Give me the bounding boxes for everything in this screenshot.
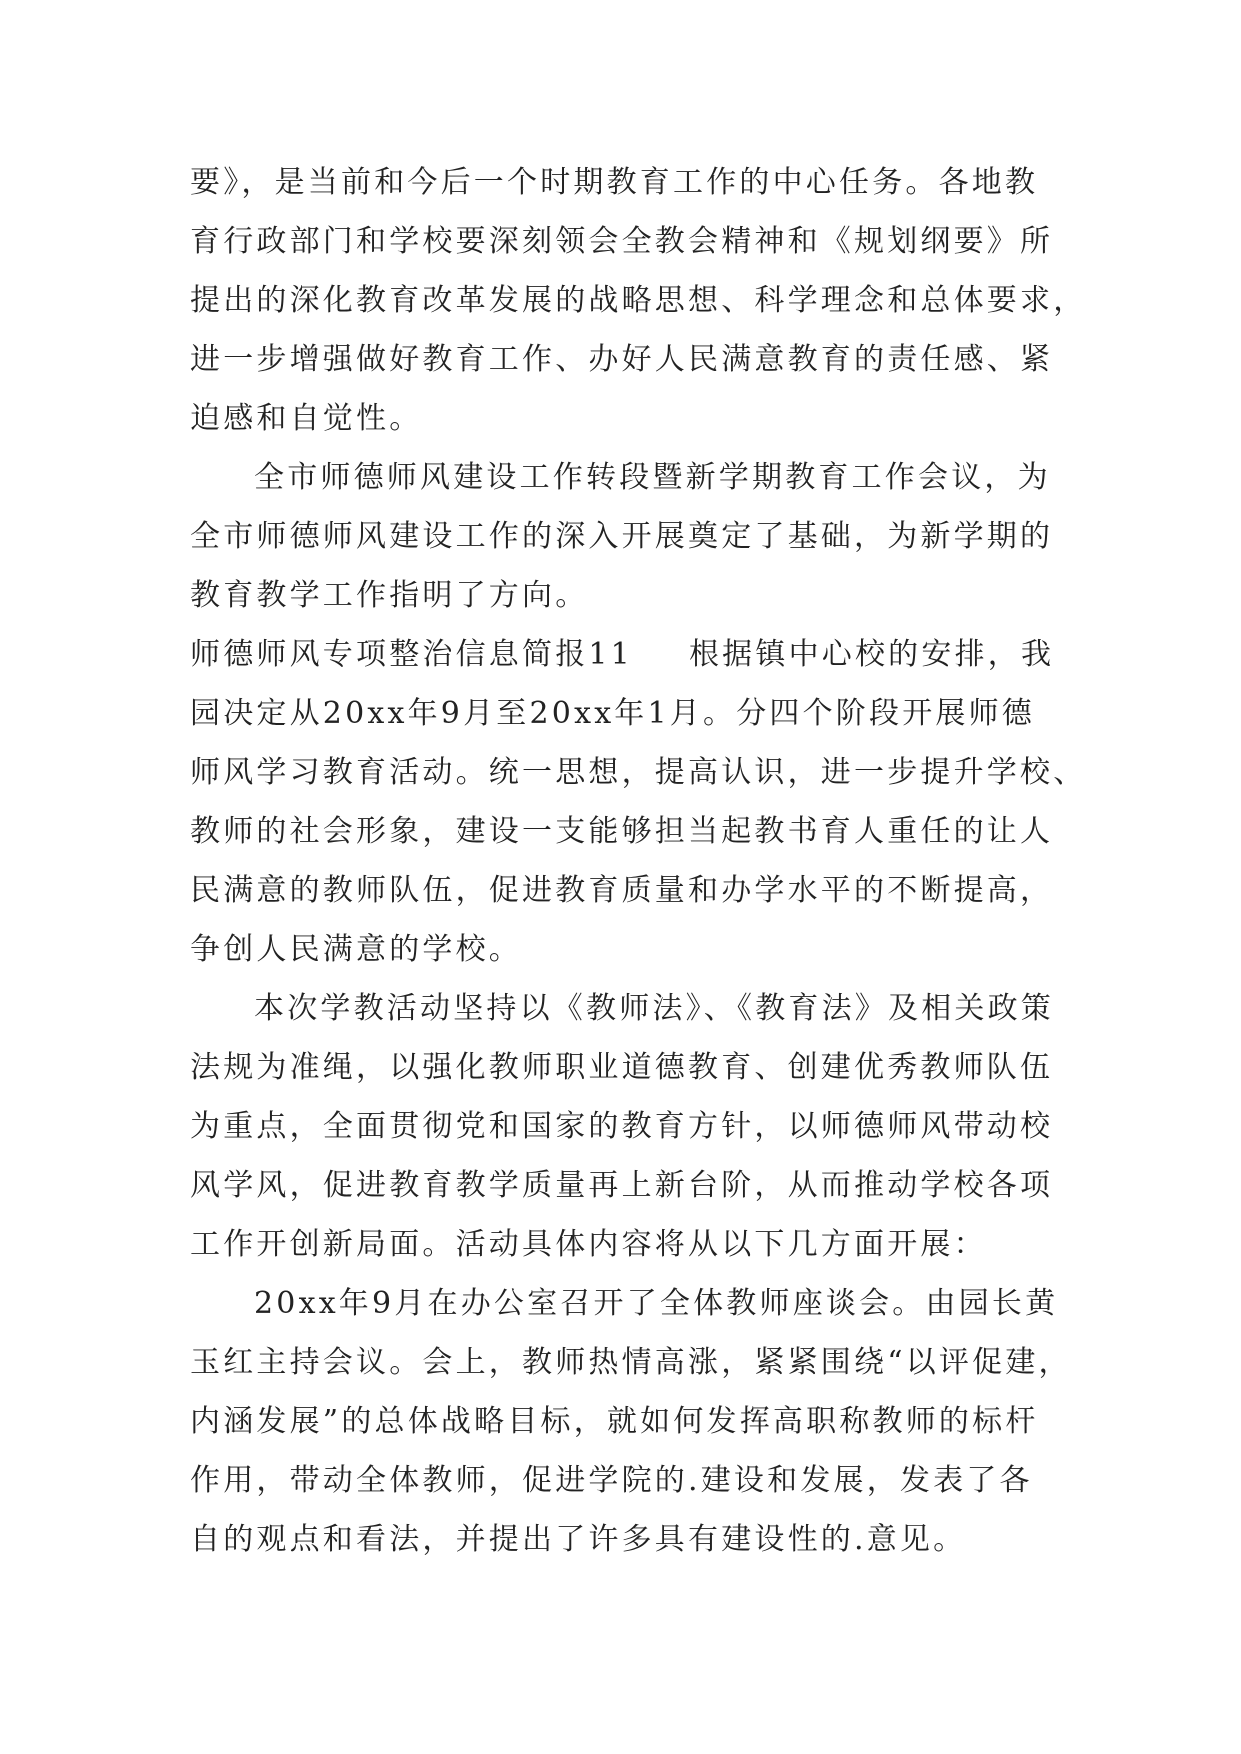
text-line: 教育教学工作指明了方向。 (190, 578, 589, 613)
text-line: 内涵发展”的总体战略目标，就如何发挥高职称教师的标杆 (190, 1404, 1039, 1439)
paragraph-start-line: 全市师德师风建设工作转段暨新学期教育工作会议，为 (254, 460, 1051, 495)
heading-trailing-text: 根据镇中心校的安排，我 (688, 637, 1055, 672)
text-line: 提出的深化教育改革发展的战略思想、科学理念和总体要求， (190, 283, 1087, 318)
text-line: 师风学习教育活动。统一思想，提高认识，进一步提升学校、 (190, 755, 1087, 790)
document-body (190, 161, 1087, 1577)
text-line: 民满意的教师队伍，促进教育质量和办学水平的不断提高， (190, 873, 1054, 908)
text-line: 要》，是当前和今后一个时期教育工作的中心任务。各地教 (190, 165, 1039, 200)
text-line: 为重点，全面贯彻党和国家的教育方针，以师德师风带动校 (190, 1109, 1054, 1144)
text-line: 自的观点和看法，并提出了许多具有建设性的.意见。 (190, 1522, 967, 1557)
text-line: 作用，带动全体教师，促进学院的.建设和发展，发表了各 (190, 1463, 1033, 1498)
text-line: 工作开创新局面。活动具体内容将从以下几方面开展： (190, 1227, 987, 1262)
paragraph-start-line: 本次学教活动坚持以《教师法》、《教育法》及相关政策 (254, 991, 1054, 1026)
text-line: 风学风，促进教育教学质量再上新台阶，从而推动学校各项 (190, 1168, 1054, 1203)
text-line: 育行政部门和学校要深刻领会全教会精神和《规划纲要》所 (190, 224, 1054, 259)
paragraph-start-line: 20xx年9月在办公室召开了全体教师座谈会。由园长黄 (254, 1286, 1059, 1321)
heading-line (190, 633, 1065, 692)
section-heading: 师德师风专项整治信息简报11 (190, 637, 633, 672)
text-line: 园决定从20xx年9月至20xx年1月。分四个阶段开展师德 (190, 696, 1035, 731)
text-line: 玉红主持会议。会上，教师热情高涨，紧紧围绕“以评促建， (190, 1345, 1072, 1380)
text-line: 争创人民满意的学校。 (190, 932, 522, 967)
text-line: 教师的社会形象，建设一支能够担当起教书育人重任的让人 (190, 814, 1054, 849)
text-line: 全市师德师风建设工作的深入开展奠定了基础，为新学期的 (190, 519, 1054, 554)
text-line: 法规为准绳，以强化教师职业道德教育、创建优秀教师队伍 (190, 1050, 1054, 1085)
text-line: 迫感和自觉性。 (190, 401, 423, 436)
text-line: 进一步增强做好教育工作、办好人民满意教育的责任感、紧 (190, 342, 1054, 377)
